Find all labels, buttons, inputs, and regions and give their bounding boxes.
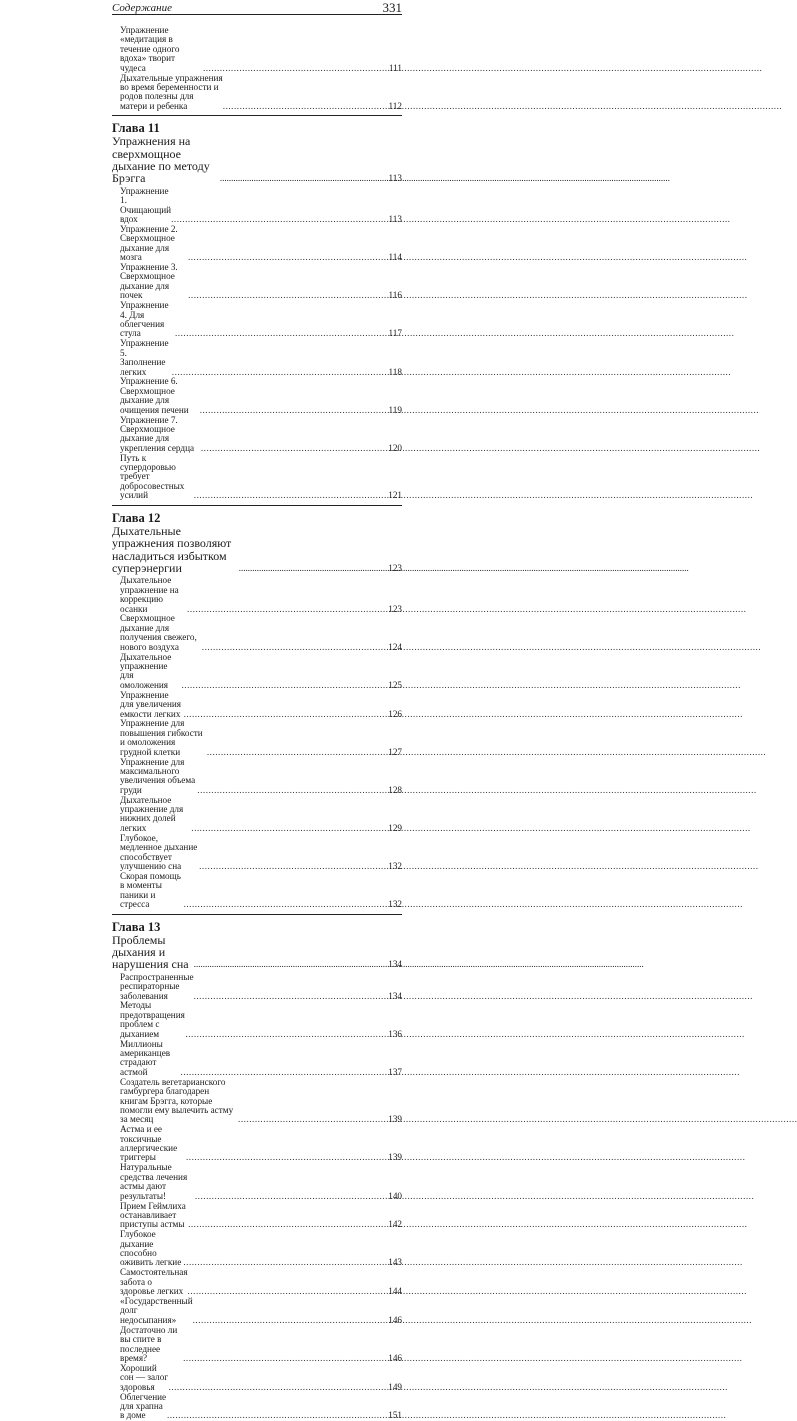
toc-entry-text: Упражнение 7. Сверхмощное дыхание для укрепления сердца — [120, 414, 195, 453]
toc-entry-page: 125 — [388, 679, 402, 690]
dot-leader — [194, 958, 388, 970]
toc-entry-page: 117 — [388, 328, 402, 339]
dot-leader — [220, 172, 389, 184]
dot-leader — [184, 900, 388, 909]
toc-entry-page: 119 — [388, 404, 402, 415]
toc-entry[interactable] — [112, 377, 402, 415]
chapter-11 — [112, 122, 402, 501]
toc-entry[interactable] — [112, 339, 402, 377]
toc-entry-page: 127 — [388, 746, 402, 757]
dot-leader — [199, 862, 387, 871]
toc-entry[interactable] — [112, 225, 402, 263]
toc-entry-page: 142 — [388, 1219, 402, 1230]
dot-leader — [185, 1030, 387, 1039]
toc-entry-page: 151 — [388, 1410, 402, 1421]
toc-entry-page: 126 — [388, 708, 402, 719]
dot-leader — [202, 643, 387, 652]
chapter-label: Глава 12 — [112, 510, 161, 525]
toc-entry[interactable] — [112, 872, 402, 910]
toc-entry-text: Упражнение для повышения гибкости и омоложения грудной клетки — [120, 718, 203, 757]
toc-entry-page: 118 — [388, 366, 402, 377]
dot-leader — [188, 1287, 388, 1296]
toc-entry-text: Упражнение 1. Очищающий вдох — [120, 185, 172, 224]
toc-entry[interactable] — [112, 454, 402, 501]
toc-entry[interactable] — [112, 1001, 402, 1039]
dot-leader — [188, 291, 387, 300]
dot-leader — [183, 1354, 387, 1363]
toc-entry-page: 139 — [388, 1152, 402, 1163]
toc-entry[interactable] — [112, 576, 402, 614]
toc-entry[interactable] — [112, 187, 402, 225]
toc-entry[interactable] — [112, 719, 402, 757]
dot-leader — [201, 444, 387, 453]
dot-leader — [195, 1192, 387, 1201]
toc-entry[interactable] — [112, 74, 402, 112]
dot-leader — [197, 786, 387, 795]
toc-entry-text: Упражнение 2. Сверхмощное дыхание для мозга — [120, 223, 178, 263]
dot-leader — [169, 1383, 388, 1392]
running-header — [112, 0, 402, 15]
toc-entry[interactable] — [112, 758, 402, 796]
toc-entry-page: 137 — [388, 1066, 402, 1077]
dot-leader — [175, 329, 388, 338]
toc-entry-page: 111 — [388, 62, 402, 73]
toc-entry[interactable] — [112, 1040, 402, 1078]
toc-entry-text: Путь к супердоровью требует добросовестных усилий — [120, 452, 185, 501]
toc-entry-page: 120 — [388, 442, 402, 453]
toc-entry-text: «Государственный долг недосыпания» — [120, 1296, 193, 1325]
dot-leader — [167, 1411, 387, 1420]
toc-entry[interactable] — [112, 614, 402, 652]
dot-leader — [184, 710, 388, 719]
toc-entry-page: 124 — [388, 641, 402, 652]
dot-leader — [171, 215, 387, 224]
toc-entry[interactable] — [112, 1202, 402, 1230]
toc-entry[interactable] — [112, 1268, 402, 1296]
toc-entry-page: 132 — [388, 899, 402, 910]
toc-entry[interactable] — [112, 1297, 402, 1325]
dot-leader — [223, 102, 388, 111]
chapter-title-row[interactable] — [112, 135, 402, 185]
toc-entry-text: Глубокое дыхание способно оживить легкие — [120, 1229, 182, 1268]
toc-entry-text: Миллионы американцев страдают астмой — [120, 1038, 171, 1077]
chapter-title-row[interactable] — [112, 934, 402, 971]
dot-leader — [172, 368, 388, 377]
dot-leader — [183, 1258, 387, 1267]
toc-entry-text: Упражнение 6. Сверхмощное дыхание для очищения печени — [120, 376, 189, 415]
toc-entry[interactable] — [112, 263, 402, 301]
toc-entry-text: Создатель вегетарианского гамбургера благодарен книгам Брэгга, которые помогли ему вылечить астму за месяц — [120, 1076, 234, 1125]
toc-entry-text: Упражнение для увеличения емкости легких — [120, 689, 181, 719]
chapter-page: 134 — [388, 959, 402, 970]
toc-entry-text: Глубокое, медленное дыхание способствует улучшению сна — [120, 832, 198, 871]
toc-entry-text: Дыхательное упражнение на коррекцию осанки — [120, 575, 179, 614]
toc-entry-text: Упражнение «медитация в течение одного вдоха» творит чудеса — [120, 25, 180, 73]
chapter-13 — [112, 921, 402, 1421]
toc-entry-text: Распространенные респираторные заболевания — [120, 971, 194, 1001]
toc-entry-text: Упражнение 5. Заполнение легких — [120, 338, 169, 377]
toc-entry[interactable] — [112, 416, 402, 454]
toc-entry-text: Натуральные средства лечения астмы дают результаты! — [120, 1162, 188, 1201]
dot-leader — [200, 406, 388, 415]
dot-leader — [187, 605, 387, 614]
toc-entry-page: 146 — [388, 1314, 402, 1325]
chapter-title: Проблемы дыхания и нарушения сна — [112, 932, 189, 972]
chapter-12 — [112, 512, 402, 910]
toc-entry-page: 114 — [388, 252, 402, 263]
toc-entry[interactable] — [112, 1364, 402, 1392]
toc-entry-text: Методы предотвращения проблем с дыханием — [120, 1000, 185, 1039]
chapter-title: Дыхательные упражнения позволяют насладиться избытком суперэнергии — [112, 523, 232, 575]
toc-entry-page: 144 — [388, 1286, 402, 1297]
toc-entry-text: Астма и ее токсичные аллергические триггеры — [120, 1124, 178, 1163]
dot-leader — [239, 562, 388, 574]
toc-entry-text: Дыхательное упражнение для омоложения — [120, 651, 172, 690]
toc-entry-page: 149 — [388, 1381, 402, 1392]
chapter-divider — [112, 505, 402, 506]
chapter-divider — [112, 115, 402, 116]
chapter-label: Глава 11 — [112, 121, 160, 136]
toc-entry-page: 129 — [388, 822, 402, 833]
toc-entry-page: 139 — [388, 1114, 402, 1125]
toc-entry[interactable] — [112, 26, 402, 73]
dot-leader — [194, 491, 387, 500]
toc-entry-page: 123 — [388, 603, 402, 614]
toc-entry-page: 143 — [388, 1257, 402, 1268]
page-number: 331 — [382, 0, 402, 15]
toc-entry-text: Хороший сон — залог здоровья — [120, 1362, 169, 1392]
toc-entry[interactable] — [112, 1125, 402, 1163]
dot-leader — [181, 681, 387, 690]
toc-entry-page: 112 — [388, 100, 402, 111]
toc-entry[interactable] — [112, 1230, 402, 1268]
toc-entry[interactable] — [112, 301, 402, 339]
toc-entry[interactable] — [112, 1078, 402, 1125]
toc-entry[interactable] — [112, 834, 402, 872]
toc-entry-page: 113 — [388, 214, 402, 224]
toc-entry-page: 134 — [388, 990, 402, 1001]
toc-entry-text: Самостоятельная забота о здоровье легких — [120, 1267, 188, 1297]
toc-entry-text: Облегчение для храпна в доме — [120, 1391, 167, 1421]
toc-entry[interactable] — [112, 691, 402, 719]
dot-leader — [194, 992, 388, 1001]
toc-entry-text: Упражнение 3. Сверхмощное дыхание для почек — [120, 262, 178, 301]
dot-leader — [203, 64, 388, 73]
chapter-page: 113 — [388, 173, 402, 184]
toc-entry-page: 128 — [388, 784, 402, 795]
toc-entry-page: 140 — [388, 1190, 402, 1201]
toc-entry-text: Дыхательные упражнения во время беременности и родов полезны для матери и ребенка — [120, 72, 223, 111]
toc-entry-page: 116 — [388, 290, 402, 301]
dot-leader — [181, 1068, 388, 1077]
toc-entry[interactable] — [112, 796, 402, 834]
toc-entry-page: 132 — [388, 861, 402, 871]
toc-entry-text: Прием Геймлиха останавливает приступы астмы — [120, 1200, 186, 1230]
toc-entry[interactable] — [112, 653, 402, 691]
dot-leader — [207, 748, 387, 757]
toc-entry[interactable] — [112, 1163, 402, 1201]
toc-entry-text: Упражнение 4. Для облегчения стула — [120, 300, 169, 339]
toc-entry[interactable] — [112, 1326, 402, 1364]
chapter-label: Глава 13 — [112, 919, 161, 934]
chapter-page: 123 — [388, 562, 402, 573]
dot-leader — [191, 824, 387, 833]
dot-leader — [193, 1316, 388, 1325]
toc-entry-page: 121 — [388, 490, 402, 501]
dot-leader — [188, 1220, 387, 1229]
chapter-title: Упражнения на сверхмощное дыхание по методу Брэгга — [112, 134, 210, 186]
toc-entry[interactable] — [112, 973, 402, 1001]
toc-entry-page: 136 — [388, 1028, 402, 1039]
toc-content — [112, 26, 402, 1421]
chapter-divider — [112, 914, 402, 915]
dot-leader — [188, 253, 388, 262]
toc-entry-text: Скорая помощь в моменты паники и стресса — [120, 870, 181, 910]
toc-entry-text: Дыхательное упражнение для нижних долей легких — [120, 794, 184, 833]
chapter-title-row[interactable] — [112, 525, 402, 575]
toc-entry-text: Достаточно ли вы спите в последнее время? — [120, 1324, 178, 1363]
toc-entry-text: Упражнение для максимального увеличения объема груди — [120, 756, 196, 795]
toc-entry-page: 146 — [388, 1353, 402, 1363]
toc-entry-text: Сверхмощное дыхание для получения свежего, нового воздуха — [120, 613, 197, 652]
dot-leader — [238, 1115, 387, 1124]
running-title: Содержание — [112, 2, 173, 14]
toc-entry[interactable] — [112, 1393, 402, 1421]
dot-leader — [186, 1153, 387, 1162]
